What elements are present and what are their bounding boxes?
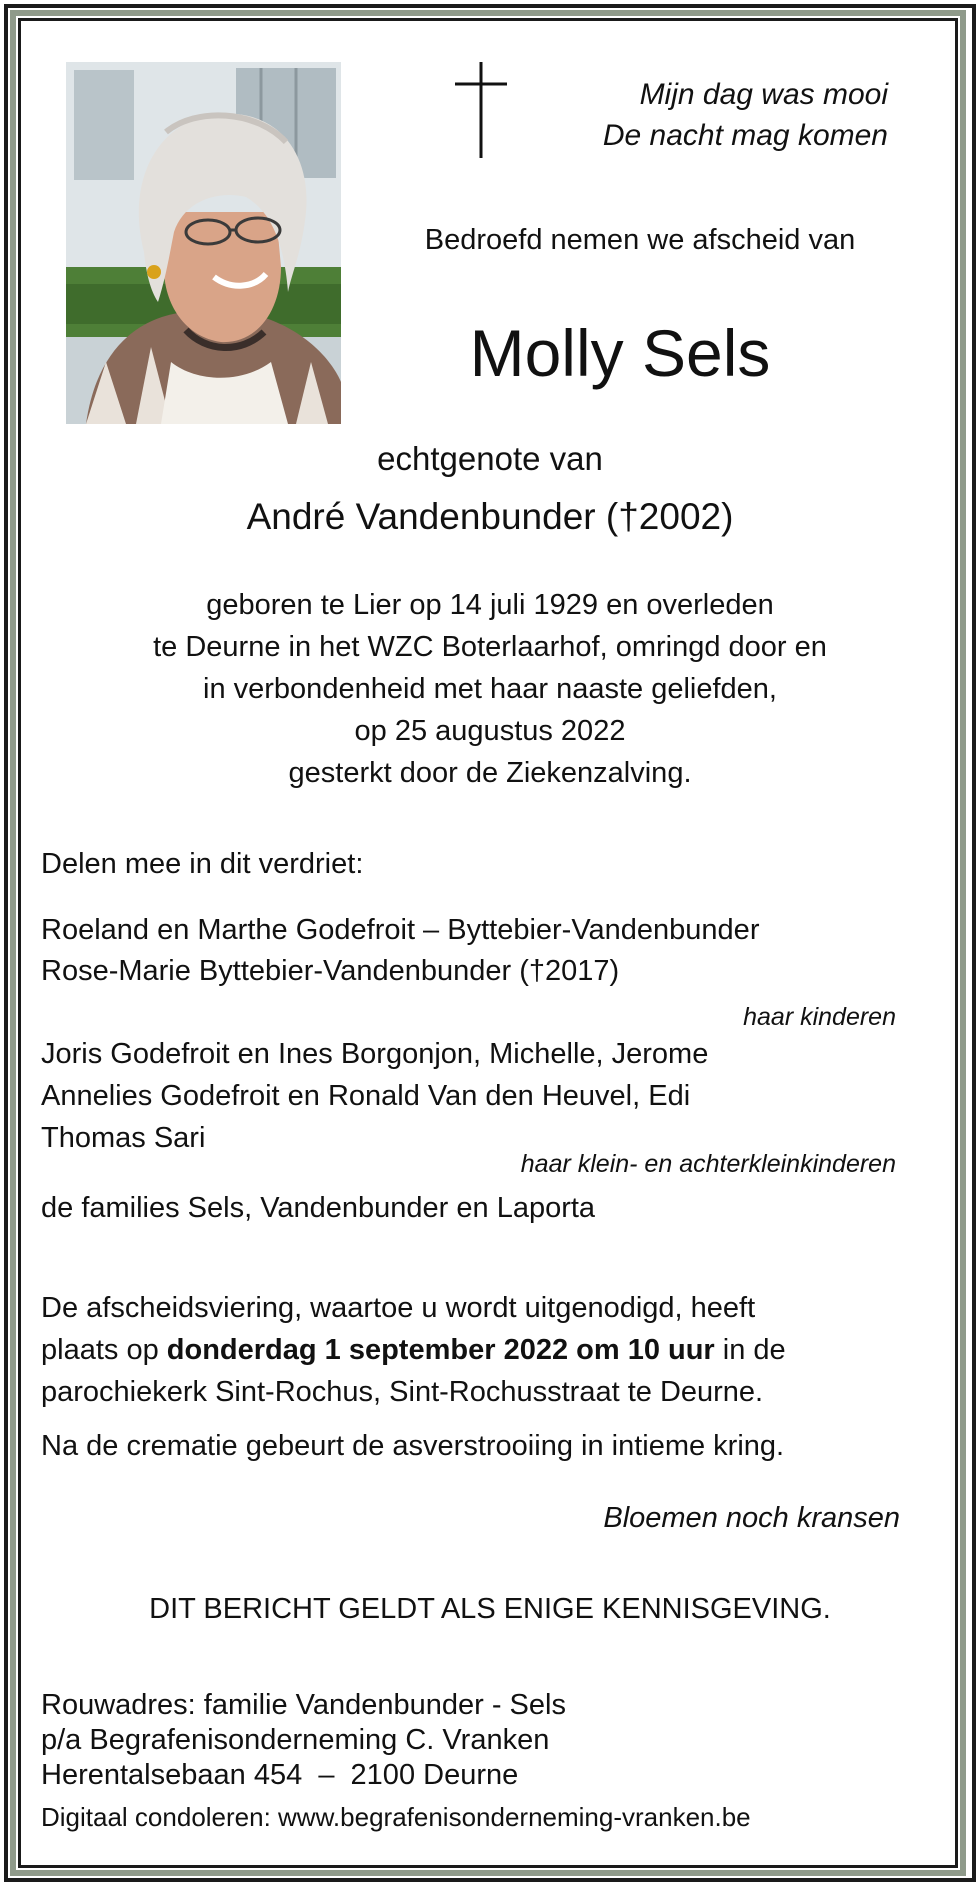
mourners-heading: Delen mee in dit verdriet:	[41, 848, 364, 880]
ceremony-line-2	[41, 1329, 786, 1371]
mourning-address	[41, 1688, 566, 1793]
intro-text: Bedroefd nemen we afscheid van	[424, 224, 856, 256]
grandchildren-label: haar klein- en achterkleinkinderen	[520, 1150, 896, 1178]
deceased-name: Molly Sels	[469, 316, 771, 390]
child-line: Rose-Marie Byttebier-Vandenbunder (†2017)	[41, 955, 620, 987]
motto-line-1: Mijn dag was mooi	[639, 78, 888, 111]
spouse-name: André Vandenbunder (†2002)	[246, 496, 734, 537]
address-line-2: p/a Begrafenisonderneming C. Vranken	[41, 1724, 550, 1756]
families-line: de families Sels, Vandenbunder en Laporta	[41, 1192, 596, 1224]
grandchild-line: Annelies Godefroit en Ronald Van den Heuvel, Edi	[41, 1080, 691, 1112]
grandchild-line: Joris Godefroit en Ines Borgonjon, Michelle, Jerome	[41, 1038, 709, 1070]
bio-line: op 25 augustus 2022	[354, 715, 626, 747]
children-label: haar kinderen	[743, 1003, 896, 1031]
flowers-note: Bloemen noch kransen	[603, 1502, 900, 1534]
motto-line-2: De nacht mag komen	[602, 119, 888, 152]
ceremony-date-time: donderdag 1 september 2022 om 10 uur	[166, 1334, 715, 1366]
bio-line: te Deurne in het WZC Boterlaarhof, omringd door en	[153, 631, 827, 663]
spouse-label: echtgenote van	[377, 440, 603, 477]
motto	[603, 74, 888, 156]
grandchild-line: Thomas Sari	[41, 1122, 206, 1154]
ceremony-line-2-post: in de	[714, 1334, 786, 1366]
portrait-photo	[66, 62, 341, 424]
address-line-3: Herentalsebaan 454 – 2100 Deurne	[41, 1759, 519, 1791]
ceremony-text	[41, 1287, 786, 1413]
biography	[0, 584, 980, 794]
bio-line: in verbondenheid met haar naaste geliefden,	[203, 673, 777, 705]
ceremony-line-1: De afscheidsviering, waartoe u wordt uitgenodigd, heeft	[41, 1292, 756, 1324]
ceremony-line-2-pre: plaats op	[41, 1334, 167, 1366]
online-condolences: Digitaal condoleren: www.begrafenisonderneming-vranken.be	[41, 1802, 751, 1832]
bio-line: gesterkt door de Ziekenzalving.	[288, 757, 692, 789]
ceremony-line-3: parochiekerk Sint-Rochus, Sint-Rochusstraat te Deurne.	[41, 1376, 764, 1408]
bio-line: geboren te Lier op 14 juli 1929 en overleden	[206, 589, 774, 621]
notice-text: DIT BERICHT GELDT ALS ENIGE KENNISGEVING.	[149, 1593, 831, 1625]
child-line: Roeland en Marthe Godefroit – Byttebier-Vandenbunder	[41, 914, 760, 946]
cremation-text: Na de crematie gebeurt de asverstrooiing in intieme kring.	[41, 1430, 785, 1462]
cross-icon	[455, 62, 507, 158]
address-line-1: Rouwadres: familie Vandenbunder - Sels	[41, 1689, 566, 1721]
